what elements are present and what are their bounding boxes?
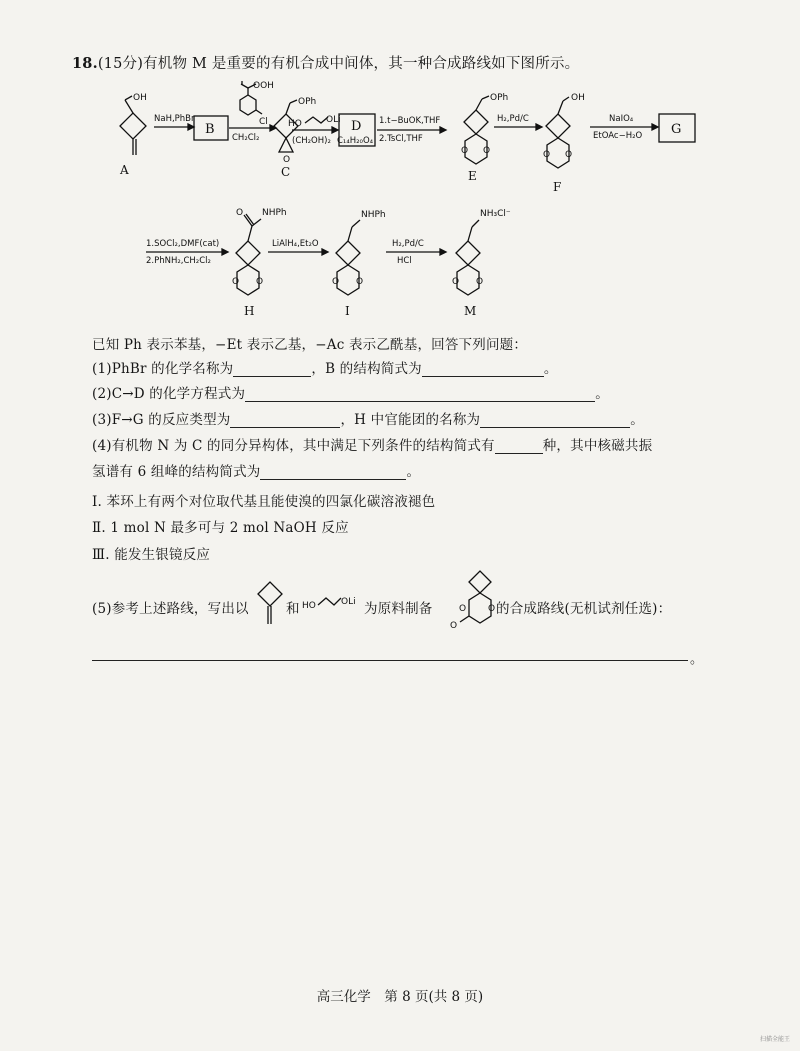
q2-blank[interactable] [245, 387, 595, 402]
arrow-f-g [590, 114, 658, 141]
q3-end: 。 [630, 412, 644, 428]
q4-text-b: 种，其中核磁共振 [542, 438, 653, 454]
reagent-d-e-1: 1.t−BuOK,THF [379, 116, 441, 126]
question-number: 18. [72, 55, 98, 72]
arrow-g-h [146, 239, 228, 266]
q3-text-b: ，H 中官能团的名称为 [340, 412, 481, 428]
q1-blank-1[interactable] [233, 362, 311, 377]
compound-f [543, 93, 585, 194]
q3-blank-1[interactable] [230, 413, 340, 428]
condition-2: Ⅱ. 1 mol N 最多可与 2 mol NaOH 反应 [92, 520, 349, 536]
f-o-left: O [543, 150, 551, 160]
arrow-e-f [494, 114, 542, 130]
q5-and: 和 [286, 601, 300, 617]
q5-prefix: (5)参考上述路线，写出以 [92, 601, 249, 617]
q5-target-o-left: O [459, 604, 467, 614]
h-o-right: O [256, 277, 264, 287]
arrow-h-i [268, 239, 328, 255]
condition-3: Ⅲ. 能发生银镜反应 [92, 547, 211, 563]
page-footer: 高三化学 第 8 页(共 8 页) [316, 989, 484, 1005]
label-g: G [671, 122, 682, 137]
arrow-d-e [377, 116, 446, 144]
m-o-right: O [476, 277, 484, 287]
i-o-right: O [356, 277, 364, 287]
e-o-right: O [483, 146, 491, 156]
h-o-label: O [236, 208, 244, 218]
q4-text-a: (4)有机物 N 为 C 的同分异构体，其中满足下列条件的结构简式有 [92, 438, 495, 454]
q5-methylenecyclobutane [258, 582, 282, 624]
q5-answer-line[interactable] [92, 660, 688, 661]
i-nhph-label: NHPh [361, 210, 386, 220]
q4-blank-1[interactable] [495, 439, 543, 454]
q1 [92, 357, 558, 377]
q3-blank-2[interactable] [480, 413, 630, 428]
i-o-left: O [332, 277, 340, 287]
mcpba-cl-label: Cl [259, 117, 268, 127]
question-intro: 有机物 M 是重要的有机合成中间体，其一种合成路线如下图所示。 [143, 56, 580, 72]
reagent-f-g-2: EtOAc−H₂O [593, 131, 643, 141]
h-nhph-label: NHPh [262, 208, 287, 218]
reagent-g-h-2: 2.PhNH₂,CH₂Cl₂ [146, 256, 211, 266]
reagent-mcpba [240, 81, 274, 127]
q2-text: (2)C→D 的化学方程式为 [92, 386, 246, 402]
compound-b-box [194, 116, 228, 140]
compound-m [452, 209, 511, 318]
reagent-e-f: H₂,Pd/C [497, 114, 529, 124]
m-nh3cl-label: NH₃Cl⁻ [480, 209, 511, 219]
label-d: D [351, 119, 362, 134]
q5-oli: OLi [341, 597, 356, 607]
q1-end: 。 [543, 361, 558, 377]
h-o-left: O [232, 277, 240, 287]
f-oh-label: OH [571, 93, 585, 103]
compound-e [461, 93, 508, 183]
reagent-d-e-2: 2.TsCl,THF [379, 134, 423, 144]
q3 [92, 408, 644, 428]
reagent-c-d: (CH₂OH)₂ [292, 136, 331, 146]
q4-end: 。 [406, 464, 421, 480]
q5-target-spiro [450, 571, 495, 631]
label-c: C [281, 165, 291, 179]
label-a: A [120, 163, 129, 177]
scanner-watermark: 扫描全能王 [759, 1036, 790, 1043]
label-f: F [553, 180, 562, 194]
label-b: B [205, 122, 215, 137]
label-h: H [244, 304, 255, 318]
reagent-g-h-1: 1.SOCl₂,DMF(cat) [146, 239, 220, 249]
reagent-c-d [288, 115, 341, 146]
q5-target-o-right: O [488, 604, 496, 614]
question-points: (15分) [97, 56, 144, 72]
q5-suffix: 的合成路线(无机试剂任选)： [496, 601, 672, 617]
q4-blank-2[interactable] [260, 465, 406, 480]
e-oph-label: OPh [490, 93, 509, 103]
q4-line-1 [92, 434, 652, 454]
c-d-ho: HO [288, 119, 302, 129]
label-i: I [345, 304, 350, 318]
e-o-left: O [461, 146, 469, 156]
reagent-i-m-2: HCl [397, 256, 412, 266]
known-note: 已知 Ph 表示苯基，−Et 表示乙基，−Ac 表示乙酰基，回答下列问题： [92, 337, 528, 353]
f-o-right: O [565, 150, 573, 160]
q4-line-2 [92, 460, 420, 480]
q5-ho: HO [302, 601, 316, 611]
compound-d-box [337, 114, 375, 146]
reagent-h-i: LiAlH₄,Et₂O [272, 239, 319, 249]
label-e: E [468, 169, 477, 183]
compound-g-box [659, 114, 695, 142]
c-oph-label: OPh [298, 97, 317, 107]
q1-text-a: (1)PhBr 的化学名称为 [92, 361, 234, 377]
compound-a [119, 93, 147, 177]
c-d-oli: OLi [326, 115, 341, 125]
reagent-f-g-1: NaIO₄ [609, 114, 634, 124]
q1-text-b: ，B 的结构简式为 [311, 361, 422, 377]
q3-text-a: (3)F→G 的反应类型为 [92, 412, 231, 428]
q4-text-c: 氢谱有 6 组峰的结构简式为 [92, 464, 261, 480]
reagent-a-b: NaH,PhBr [154, 114, 195, 124]
a-oh-label: OH [133, 93, 147, 103]
arrow-i-m [386, 239, 446, 266]
compound-i [332, 210, 386, 318]
arrow-a-b [154, 114, 195, 130]
reagent-b-c: CH₂Cl₂ [232, 133, 260, 143]
compound-h [232, 208, 287, 318]
m-o-left: O [452, 277, 460, 287]
condition-1: Ⅰ. 苯环上有两个对位取代基且能使溴的四氯化碳溶液褪色 [92, 494, 436, 510]
q5-target-carbonyl-o: O [450, 621, 458, 631]
reagent-i-m-1: H₂,Pd/C [392, 239, 424, 249]
q5-as-material: 为原料制备 [364, 601, 433, 617]
mcpba-ooh-label: OOH [253, 81, 274, 91]
q2-end: 。 [595, 386, 609, 402]
arrow-b-c [229, 125, 276, 143]
q2 [92, 382, 609, 402]
q5-hoch2ch2oli [302, 597, 356, 611]
q5-end: 。 [690, 652, 704, 667]
label-m: M [464, 304, 477, 318]
d-formula: C₁₄H₂₀O₄ [337, 136, 374, 146]
c-epoxide-o: O [283, 155, 291, 165]
q1-blank-2[interactable] [422, 362, 544, 377]
